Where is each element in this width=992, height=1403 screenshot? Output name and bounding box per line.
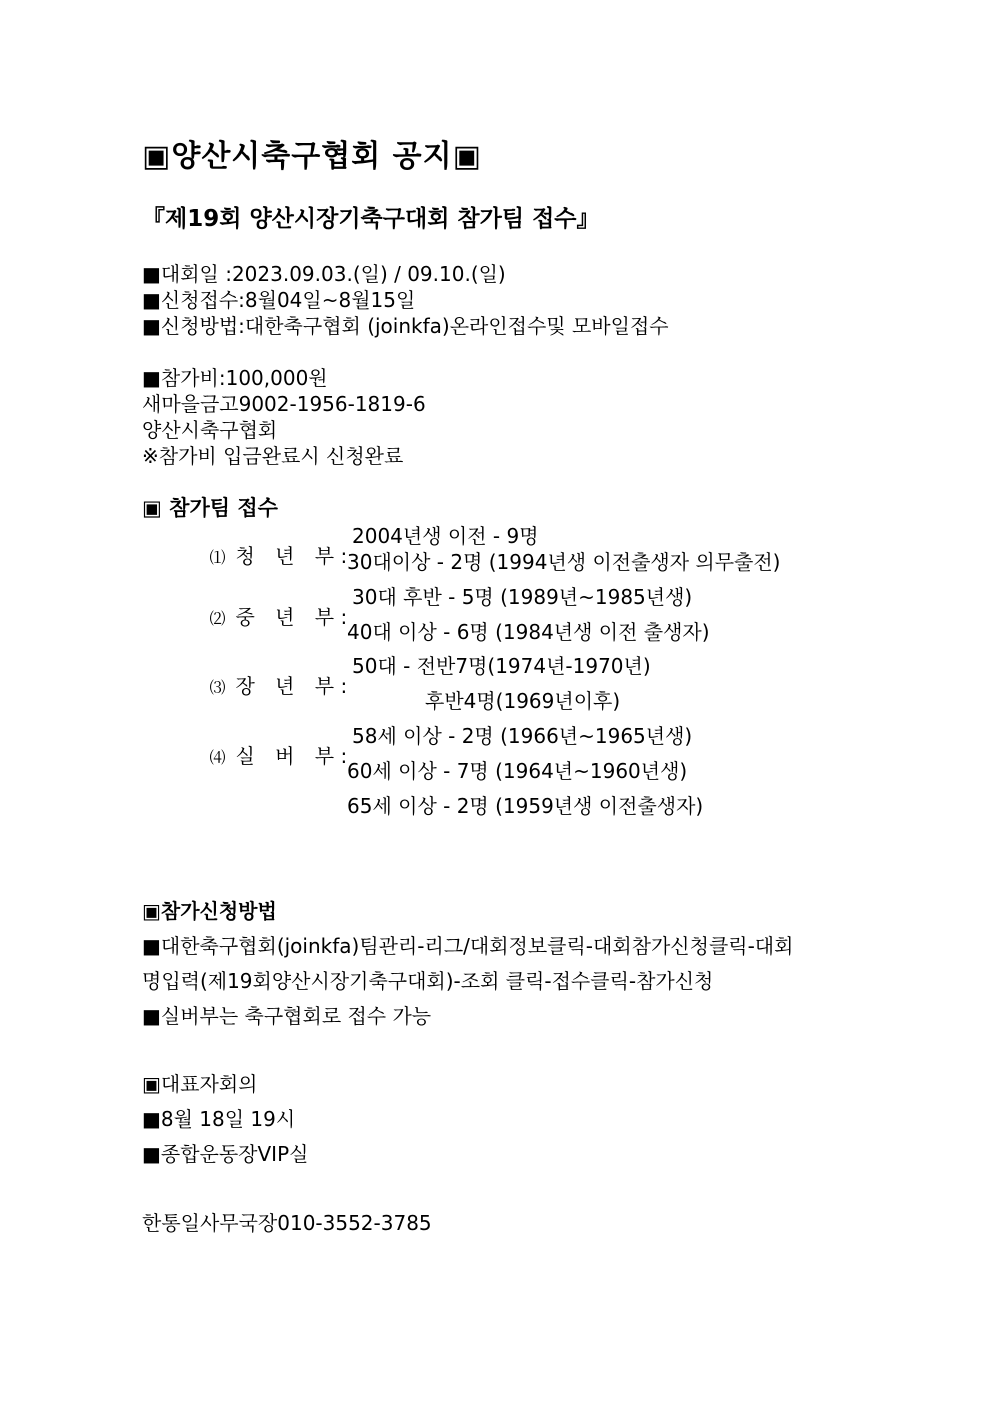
entry-fee: ■참가비:100,000원 [142, 366, 328, 390]
division-name: 실 버 부 [235, 744, 335, 768]
division-line: 65세 이상 - 2명 (1959년생 이전출생자) [347, 794, 704, 818]
division-label: ⑷ 실 버 부 : [209, 744, 348, 768]
division-number: ⑵ [209, 609, 226, 628]
fee-note: ※참가비 입금완료시 신청완료 [142, 444, 404, 468]
account-holder: 양산시축구협회 [142, 418, 278, 442]
division-line: 58세 이상 - 2명 (1966년~1965년생) [352, 724, 693, 748]
division-name: 장 년 부 [235, 674, 335, 698]
division-line: 후반4명(1969년이후) [425, 689, 621, 713]
apply-method-line: ■대한축구협회(joinkfa)팀관리-리그/대회정보클릭-대회참가신청클릭-대회 [142, 934, 794, 958]
meeting-date: ■8월 18일 19시 [142, 1107, 296, 1131]
division-label: ⑶ 장 년 부 : [209, 674, 348, 698]
division-label: ⑵ 중 년 부 : [209, 605, 348, 629]
division-line: 60세 이상 - 7명 (1964년~1960년생) [347, 759, 688, 783]
division-number: ⑴ [209, 548, 226, 567]
division-label: ⑴ 청 년 부 : [209, 544, 348, 568]
page-title: ▣양산시축구협회 공지▣ [142, 139, 482, 174]
division-name: 청 년 부 [235, 544, 335, 568]
bank-account: 새마을금고9002-1956-1819-6 [142, 392, 426, 416]
apply-method-heading: ▣참가신청방법 [142, 899, 277, 923]
divisions-heading: ▣ 참가팀 접수 [142, 496, 278, 520]
application-period: ■신청접수:8월04일~8월15일 [142, 288, 416, 312]
meeting-place: ■종합운동장VIP실 [142, 1142, 309, 1166]
event-subtitle: 『제19회 양산시장기축구대회 참가팀 접수』 [142, 206, 600, 232]
meeting-heading: ▣대표자회의 [142, 1072, 258, 1096]
division-line: 30대이상 - 2명 (1994년생 이전출생자 의무출전) [347, 550, 781, 574]
division-line: 50대 - 전반7명(1974년-1970년) [352, 654, 651, 678]
division-number: ⑶ [209, 678, 226, 697]
apply-method-line: 명입력(제19회양산시장기축구대회)-조회 클릭-접수클릭-참가신청 [142, 969, 714, 993]
apply-method-line: ■실버부는 축구협회로 접수 가능 [142, 1004, 432, 1028]
division-line: 30대 후반 - 5명 (1989년~1985년생) [352, 585, 693, 609]
contact-info: 한통일사무국장010-3552-3785 [142, 1211, 432, 1235]
division-line: 40대 이상 - 6명 (1984년생 이전 출생자) [347, 620, 710, 644]
division-name: 중 년 부 [235, 605, 335, 629]
division-line: 2004년생 이전 - 9명 [352, 524, 539, 548]
division-number: ⑷ [209, 748, 226, 767]
event-date: ■대회일 :2023.09.03.(일) / 09.10.(일) [142, 262, 506, 286]
application-method: ■신청방법:대한축구협회 (joinkfa)온라인접수및 모바일접수 [142, 314, 669, 338]
